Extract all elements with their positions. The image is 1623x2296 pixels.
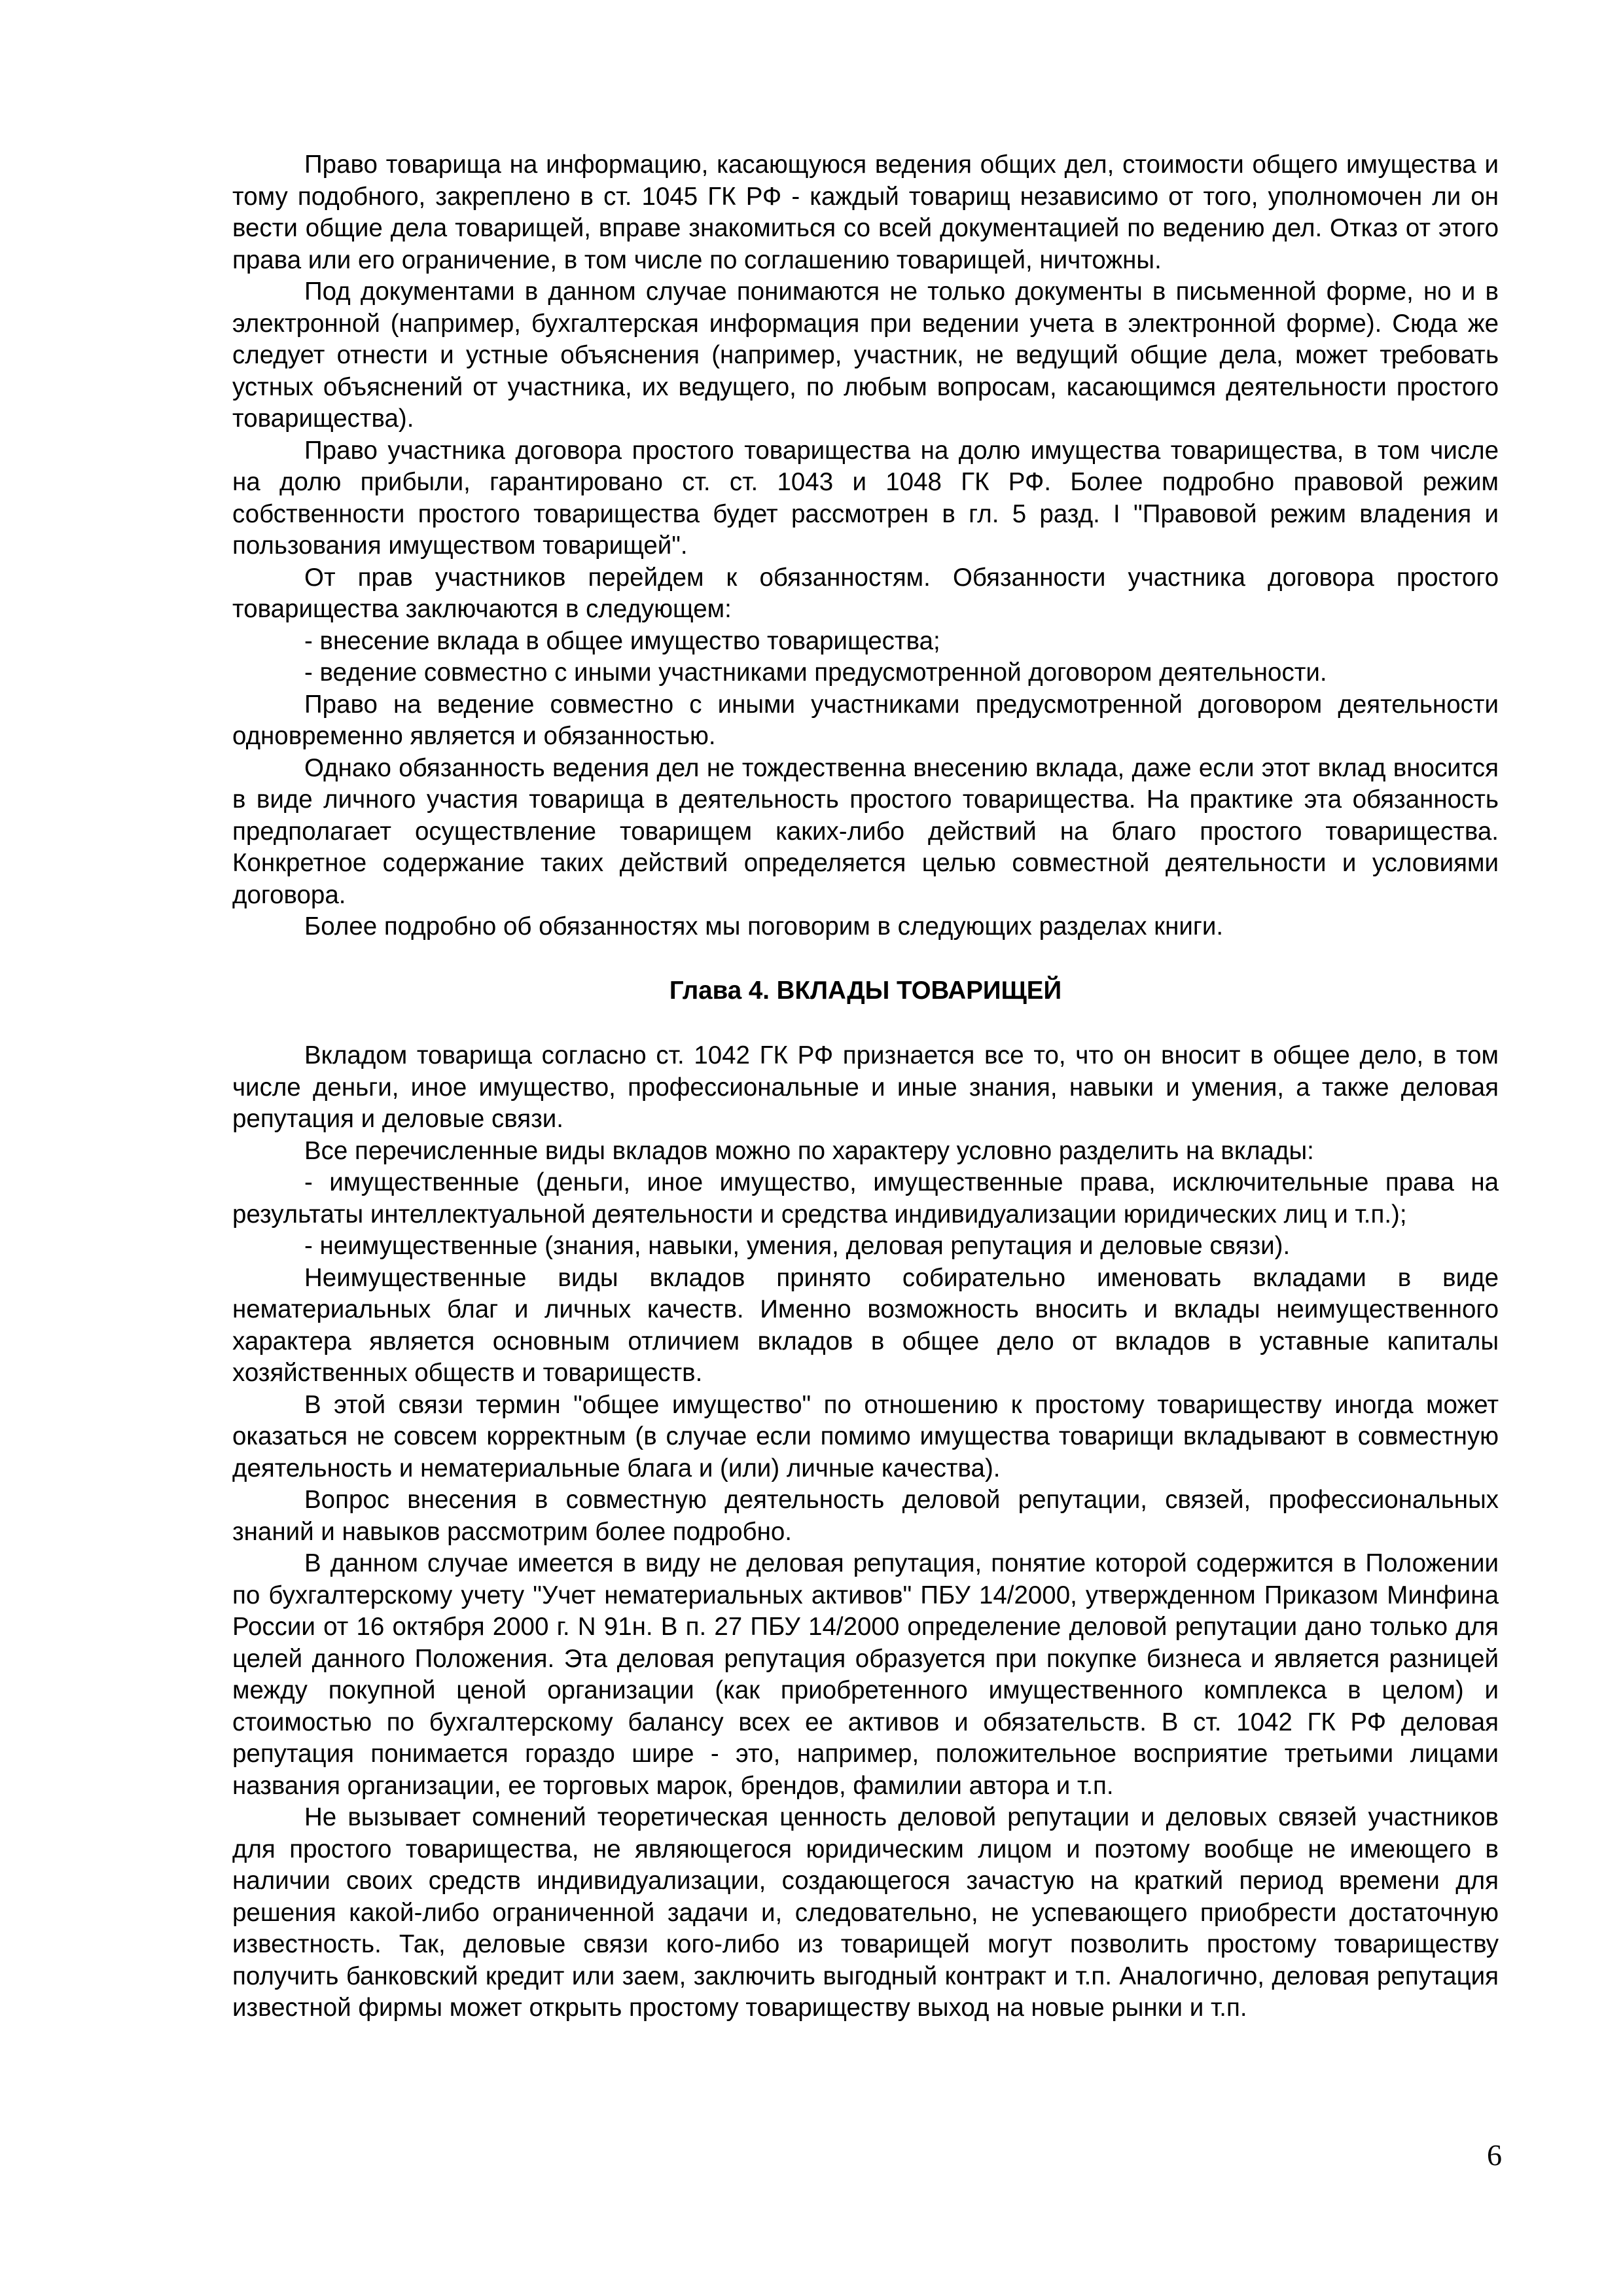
list-item: - неимущественные (знания, навыки, умения, деловая репутация и деловые связи). <box>304 1232 1291 1260</box>
page-number: 6 <box>1487 2138 1502 2172</box>
paragraph: Все перечисленные виды вкладов можно по характеру условно разделить на вклады: <box>304 1136 1314 1165</box>
paragraph: Однако обязанность ведения дел не тождественна внесению вклада, даже если этот вклад вносится в виде личного участия товарища в деятельность простого товарищества. На практике эта обязанность предполагает осуществление товарищем каких-либо действий на благо простого товарищества. Конкретное содержание таких действий определяется целью совместной деятельности и условиями договора. <box>232 753 1499 909</box>
paragraph: От прав участников перейдем к обязанностям. Обязанности участника договора простого товарищества заключаются в следующем: <box>232 563 1499 623</box>
list-item: - внесение вклада в общее имущество товарищества; <box>304 626 940 655</box>
paragraph: В этой связи термин "общее имущество" по отношению к простому товариществу иногда может оказаться не совсем корректным (в случае если помимо имущества товарищи вкладывают в совместную деятельность и нематериальные блага и (или) личные качества). <box>232 1390 1499 1482</box>
paragraph: Вопрос внесения в совместную деятельность деловой репутации, связей, профессиональных знаний и навыков рассмотрим более подробно. <box>232 1486 1499 1546</box>
paragraph: Вкладом товарища согласно ст. 1042 ГК РФ признается все то, что он вносит в общее дело, в том числе деньги, иное имущество, профессиональные и иные знания, навыки и умения, а также деловая репутация и деловые связи. <box>232 1041 1499 1133</box>
document-body <box>232 149 1499 2024</box>
list-item: - имущественные (деньги, иное имущество, имущественные права, исключительные права на результаты интеллектуальной деятельности и средства индивидуализации юридических лиц и т.п.); <box>232 1168 1499 1229</box>
paragraph: В данном случае имеется в виду не деловая репутация, понятие которой содержится в Положении по бухгалтерскому учету "Учет нематериальных активов" ПБУ 14/2000, утвержденном Приказом Минфина России от 16 октября 2000 г. N 91н. В п. 27 ПБУ 14/2000 определение деловой репутации дано только для целей данного Положения. Эта деловая репутация образуется при покупке бизнеса и является разницей между покупной ценой организации (как приобретенного имущественного комплекса в целом) и стоимостью по бухгалтерскому балансу всех ее активов и обязательств. В ст. 1042 ГК РФ деловая репутация понимается гораздо шире - это, например, положительное восприятие третьими лицами названия организации, ее торговых марок, брендов, фамилии автора и т.п. <box>232 1549 1499 1800</box>
paragraph: Право товарища на информацию, касающуюся ведения общих дел, стоимости общего имущества и тому подобного, закреплено в ст. 1045 ГК РФ - каждый товарищ независимо от того, уполномочен ли он вести общие дела товарищей, вправе знакомиться со всей документацией по ведению дел. Отказ от этого права или его ограничение, в том числе по соглашению товарищей, ничтожны. <box>232 151 1499 274</box>
chapter-heading: Глава 4. ВКЛАДЫ ТОВАРИЩЕЙ <box>669 976 1062 1005</box>
paragraph: Более подробно об обязанностях мы поговорим в следующих разделах книги. <box>304 912 1224 941</box>
paragraph: Право участника договора простого товарищества на долю имущества товарищества, в том числе на долю прибыли, гарантировано ст. ст. 1043 и 1048 ГК РФ. Более подробно правовой режим собственности простого товарищества будет рассмотрен в гл. 5 разд. I "Правовой режим владения и пользования имуществом товарищей". <box>232 436 1499 560</box>
list-item: - ведение совместно с иными участниками предусмотренной договором деятельности. <box>304 658 1327 687</box>
paragraph: Не вызывает сомнений теоретическая ценность деловой репутации и деловых связей участников для простого товарищества, не являющегося юридическим лицом и поэтому вообще не имеющего в наличии своих средств индивидуализации, создающегося зачастую на краткий период времени для решения какой-либо ограниченной задачи и, следовательно, не успевающего приобрести достаточную известность. Так, деловые связи кого-либо из товарищей могут позволить простому товариществу получить банковский кредит или заем, заключить выгодный контракт и т.п. Аналогично, деловая репутация известной фирмы может открыть простому товариществу выход на новые рынки и т.п. <box>232 1803 1499 2022</box>
paragraph: Неимущественные виды вкладов принято собирательно именовать вкладами в виде нематериальных благ и личных качеств. Именно возможность вносить и вклады неимущественного характера является основным отличием вкладов в общее дело от вкладов в уставные капиталы хозяйственных обществ и товариществ. <box>232 1263 1499 1387</box>
paragraph: Право на ведение совместно с иными участниками предусмотренной договором деятельности одновременно является и обязанностью. <box>232 690 1499 750</box>
paragraph: Под документами в данном случае понимаются не только документы в письменной форме, но и в электронной (например, бухгалтерская информация при ведении учета в электронной форме). Сюда же следует отнести и устные объяснения (например, участник, не ведущий общие дела, может требовать устных объяснений от участника, их ведущего, по любым вопросам, касающимся деятельности простого товарищества). <box>232 278 1499 433</box>
